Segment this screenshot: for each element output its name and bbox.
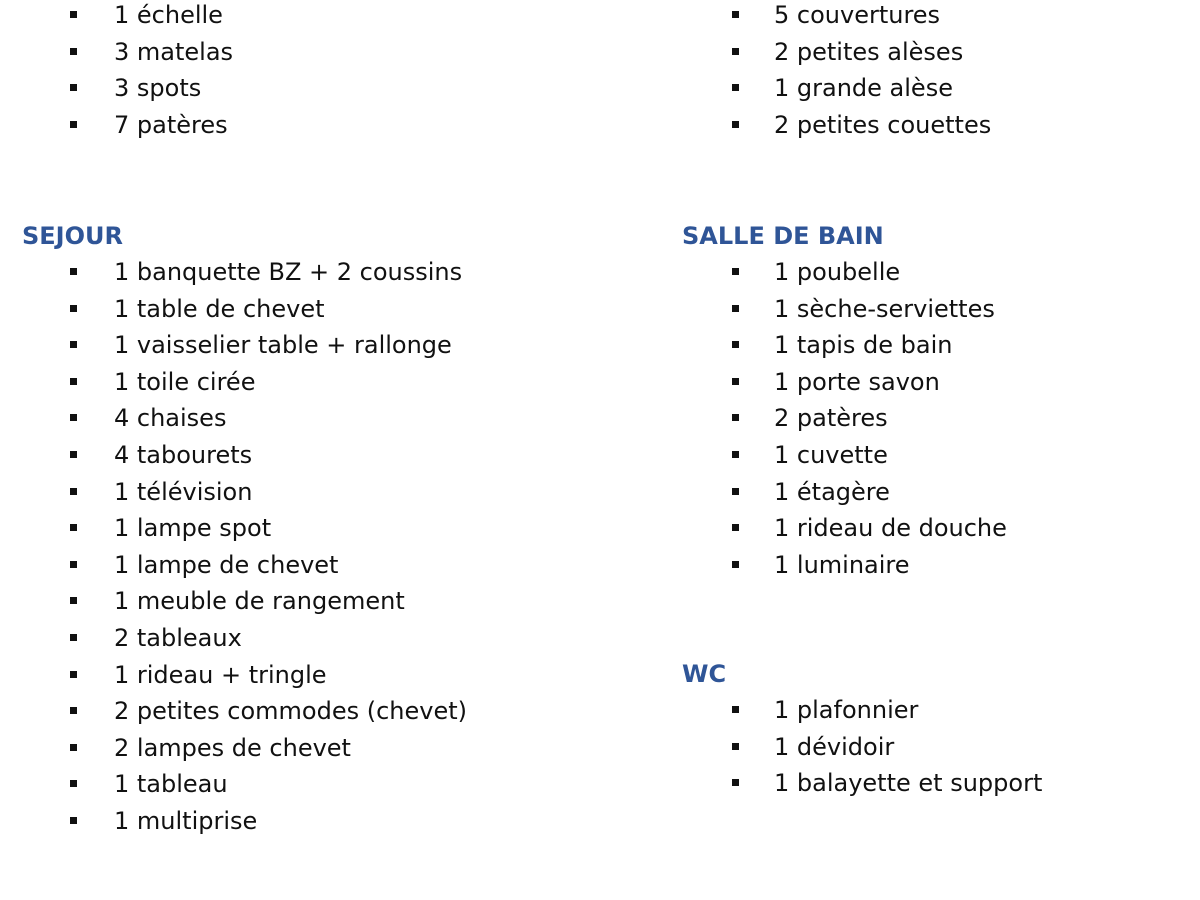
square-bullet-icon xyxy=(70,341,77,348)
square-bullet-icon xyxy=(732,11,739,18)
section-title-salle-de-bain: SALLE DE BAIN xyxy=(682,222,884,250)
square-bullet-icon xyxy=(70,48,77,55)
list-item: 1 multiprise xyxy=(0,803,600,840)
section-title-wc: WC xyxy=(682,660,727,688)
square-bullet-icon xyxy=(70,378,77,385)
list-item: 5 couvertures xyxy=(660,0,1200,34)
square-bullet-icon xyxy=(70,744,77,751)
square-bullet-icon xyxy=(732,451,739,458)
square-bullet-icon xyxy=(732,341,739,348)
list-item: 1 tapis de bain xyxy=(660,327,1200,364)
salle-de-bain-list xyxy=(660,254,1200,583)
square-bullet-icon xyxy=(70,597,77,604)
sejour-list xyxy=(0,254,600,840)
square-bullet-icon xyxy=(732,779,739,786)
square-bullet-icon xyxy=(70,121,77,128)
square-bullet-icon xyxy=(732,121,739,128)
square-bullet-icon xyxy=(732,414,739,421)
list-item: 1 plafonnier xyxy=(660,692,1200,729)
list-item: 1 cuvette xyxy=(660,437,1200,474)
square-bullet-icon xyxy=(70,414,77,421)
list-item: 2 petites couettes xyxy=(660,107,1200,144)
list-item: 1 porte savon xyxy=(660,364,1200,401)
list-item: 1 rideau + tringle xyxy=(0,657,600,694)
wc-list xyxy=(660,692,1200,802)
list-item: 1 toile cirée xyxy=(0,364,600,401)
list-item: 1 meuble de rangement xyxy=(0,583,600,620)
list-item: 2 patères xyxy=(660,400,1200,437)
square-bullet-icon xyxy=(70,11,77,18)
list-item: 4 tabourets xyxy=(0,437,600,474)
list-item: 1 tableau xyxy=(0,766,600,803)
square-bullet-icon xyxy=(70,524,77,531)
list-item: 3 spots xyxy=(0,70,600,107)
square-bullet-icon xyxy=(732,84,739,91)
square-bullet-icon xyxy=(70,268,77,275)
square-bullet-icon xyxy=(70,451,77,458)
list-item: 1 table de chevet xyxy=(0,291,600,328)
square-bullet-icon xyxy=(70,305,77,312)
square-bullet-icon xyxy=(732,305,739,312)
square-bullet-icon xyxy=(70,671,77,678)
list-item: 1 sèche-serviettes xyxy=(660,291,1200,328)
square-bullet-icon xyxy=(732,743,739,750)
square-bullet-icon xyxy=(732,706,739,713)
list-item: 1 télévision xyxy=(0,474,600,511)
square-bullet-icon xyxy=(732,524,739,531)
list-item: 1 poubelle xyxy=(660,254,1200,291)
list-item: 2 lampes de chevet xyxy=(0,730,600,767)
list-item: 1 dévidoir xyxy=(660,729,1200,766)
list-item: 1 lampe de chevet xyxy=(0,547,600,584)
section-title-sejour: SEJOUR xyxy=(22,222,123,250)
square-bullet-icon xyxy=(70,561,77,568)
list-item: 1 grande alèse xyxy=(660,70,1200,107)
square-bullet-icon xyxy=(732,268,739,275)
square-bullet-icon xyxy=(732,561,739,568)
list-item: 1 rideau de douche xyxy=(660,510,1200,547)
square-bullet-icon xyxy=(70,707,77,714)
list-item: 1 lampe spot xyxy=(0,510,600,547)
list-item: 1 échelle xyxy=(0,0,600,34)
list-item: 1 étagère xyxy=(660,474,1200,511)
square-bullet-icon xyxy=(732,48,739,55)
square-bullet-icon xyxy=(70,634,77,641)
top-left-list xyxy=(0,0,600,143)
square-bullet-icon xyxy=(70,488,77,495)
top-right-list xyxy=(660,0,1200,143)
list-item: 2 petites alèses xyxy=(660,34,1200,71)
square-bullet-icon xyxy=(70,84,77,91)
list-item: 1 vaisselier table + rallonge xyxy=(0,327,600,364)
list-item: 7 patères xyxy=(0,107,600,144)
square-bullet-icon xyxy=(732,378,739,385)
list-item: 1 luminaire xyxy=(660,547,1200,584)
square-bullet-icon xyxy=(70,780,77,787)
list-item: 3 matelas xyxy=(0,34,600,71)
list-item: 1 balayette et support xyxy=(660,765,1200,802)
list-item: 2 petites commodes (chevet) xyxy=(0,693,600,730)
list-item: 4 chaises xyxy=(0,400,600,437)
list-item: 2 tableaux xyxy=(0,620,600,657)
square-bullet-icon xyxy=(732,488,739,495)
list-item: 1 banquette BZ + 2 coussins xyxy=(0,254,600,291)
square-bullet-icon xyxy=(70,817,77,824)
